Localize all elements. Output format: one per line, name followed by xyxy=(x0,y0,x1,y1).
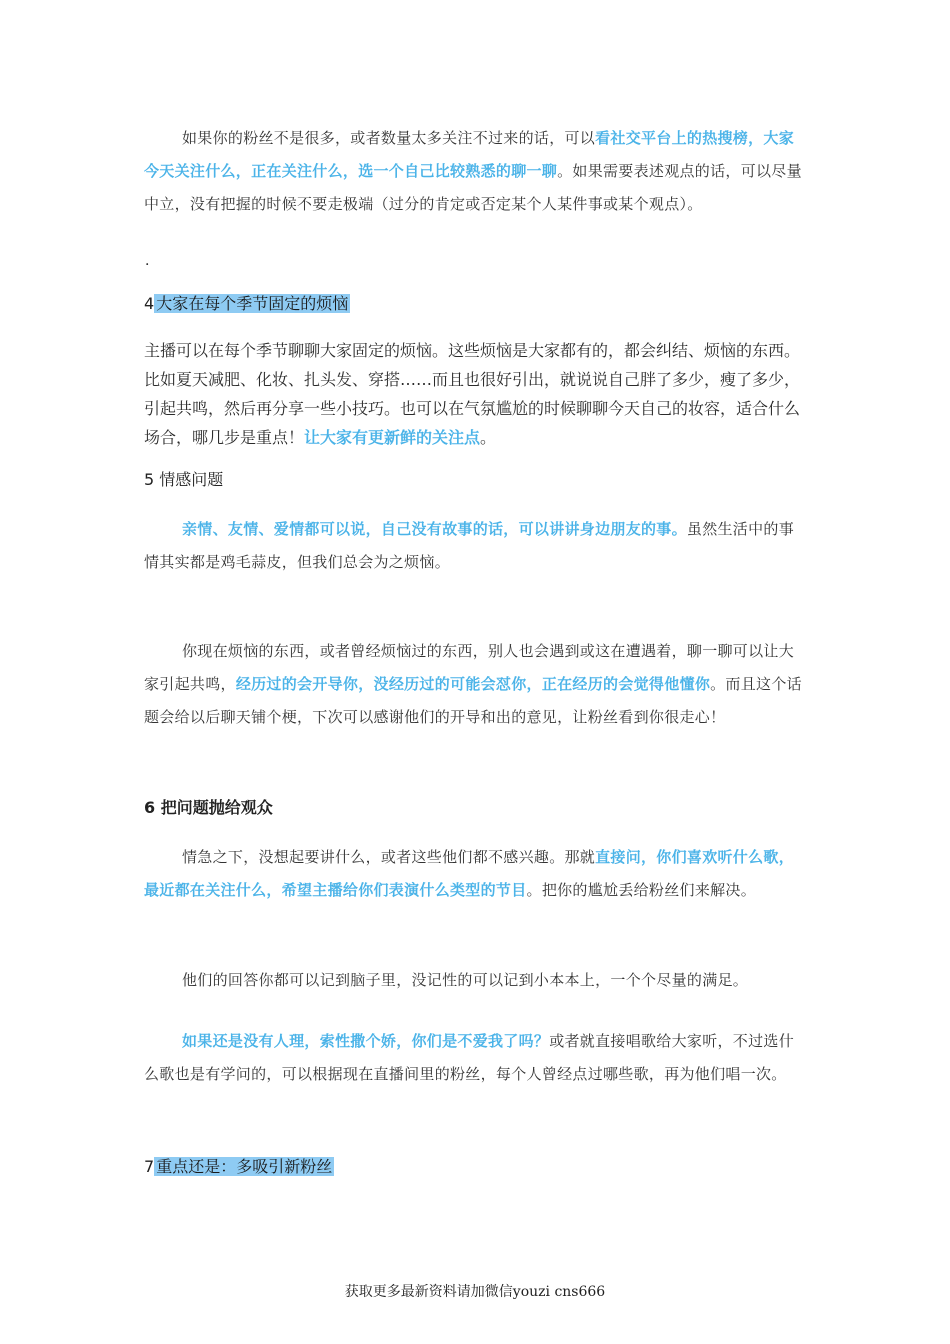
section-heading-4 xyxy=(144,291,350,317)
paragraph-remember-answers: 他们的回答你都可以记到脑子里，没记性的可以记到小本本上，一个个尽量的满足。 xyxy=(182,971,749,989)
heading-title: 把问题抛给观众 xyxy=(160,798,273,817)
paragraph-emotion xyxy=(144,513,808,579)
text: 如果你的粉丝不是很多，或者数量太多关注不过来的话，可以 xyxy=(182,129,596,147)
paragraph-season-worries xyxy=(144,336,808,452)
text: 情急之下，没想起要讲什么，或者这些他们都不感兴趣。那就 xyxy=(182,848,596,866)
heading-title: 情感问题 xyxy=(159,470,224,489)
highlight-text: 直接问，你们喜欢听什么歌，最近都在关注什么，希望主播给你们表演什么类型的节目 xyxy=(144,848,795,899)
heading-number: 4 xyxy=(144,294,155,313)
text: 主播可以在每个季节聊聊大家固定的烦恼。这些烦恼是大家都有的，都会纠结、烦恼的东西。比如夏天减肥、化妆、扎头发、穿搭……而且也很好引出，就说说自己胖了多少，瘦了多少，引起共鸣，然后再分享一些小技巧。也可以在气氛尴尬的时候聊聊今天自己的妆容，适合什么场合，哪几步是重点！ xyxy=(144,341,801,447)
bullet-dot: · xyxy=(145,257,150,273)
highlight-text: 经历过的会开导你，没经历过的可能会怼你，正在经历的会觉得他懂你 xyxy=(235,675,711,693)
paragraph-resonance xyxy=(144,635,808,734)
section-heading-7 xyxy=(144,1154,334,1180)
text: 虽然生活中的事情其实都是鸡毛蒜皮，但我们总会为之烦恼。 xyxy=(144,520,795,571)
paragraph-ask-audience xyxy=(144,841,808,907)
text: 或者就直接唱歌给大家听，不过选什么歌也是有学问的，可以根据现在直播间里的粉丝，每个人曾经点过哪些歌，再为他们唱一次。 xyxy=(144,1032,795,1083)
highlight-text: 看社交平台上的热搜榜，大家今天关注什么，正在关注什么，选一个自己比较熟悉的聊一聊 xyxy=(144,129,795,180)
section-heading-5 xyxy=(144,467,223,493)
heading-number: 5 xyxy=(144,470,155,489)
heading-title: 重点还是：多吸引新粉丝 xyxy=(156,1157,333,1176)
text: 你现在烦恼的东西，或者曾经烦恼过的东西，别人也会遇到或这在遭遇着，聊一聊可以让大家引起共鸣， xyxy=(144,642,795,693)
text: 。如果需要表述观点的话，可以尽量中立，没有把握的时候不要走极端（过分的肯定或否定某个人某件事或某个观点）。 xyxy=(144,162,802,213)
highlight-text: 让大家有更新鲜的关注点 xyxy=(304,428,481,447)
text: 。而且这个话题会给以后聊天铺个梗，下次可以感谢他们的开导和出的意见，让粉丝看到你很走心！ xyxy=(144,675,802,726)
section-heading-6 xyxy=(144,795,273,821)
footer-note: 获取更多最新资料请加微信youzi cns666 xyxy=(344,1284,606,1300)
paragraph-act-cute xyxy=(144,1025,808,1091)
heading-number: 7 xyxy=(144,1157,155,1176)
heading-title: 大家在每个季节固定的烦恼 xyxy=(156,294,349,313)
highlight-text: 如果还是没有人理，索性撒个娇，你们是不爱我了吗？ xyxy=(182,1032,550,1050)
paragraph-hot-topics xyxy=(144,122,808,221)
highlight-text: 亲情、友情、爱情都可以说，自己没有故事的话，可以讲讲身边朋友的事。 xyxy=(182,520,687,538)
text: 。 xyxy=(480,428,497,447)
heading-number: 6 xyxy=(144,798,156,817)
text: 。把你的尴尬丢给粉丝们来解决。 xyxy=(526,881,757,899)
